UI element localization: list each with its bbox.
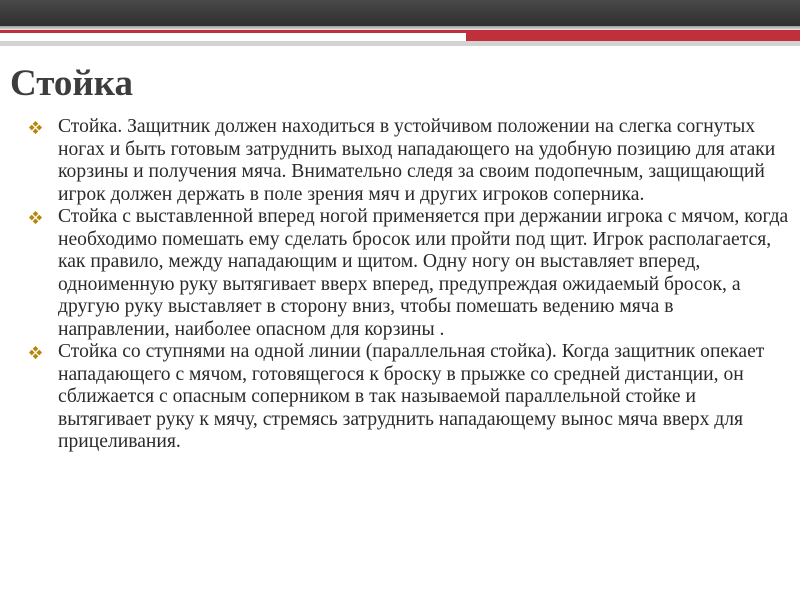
bullet-list: [28, 116, 790, 454]
header-gray-stripe: [0, 41, 800, 46]
bullet-text: Стойка с выставленной вперед ногой применяется при держании игрока с мячом, когда необходимо помешать ему сделать бросок или пройти под щит. Игрок располагается, как правило, между нападающим и щитом. Одну ногу он выставляет вперед, одноименную руку вытягивает вверх вперед, предупреждая ожидаемый бросок, а другую руку выставляет в сторону вниз, чтобы помешать ведению мяча в направлении, наиболее опасном для корзины .: [58, 206, 789, 340]
diamond-quad-icon: [28, 210, 43, 225]
header-dark-bar: [0, 0, 800, 26]
bullet-text: Стойка со ступнями на одной линии (параллельная стойка). Когда защитник опекает нападающего с мячом, готовящегося к броску в прыжке со средней дистанции, он сближается с опасным соперником в так называемой параллельной стойке и вытягивает руку к мячу, стремясь затруднить нападающему вынос мяча вверх для прицеливания.: [58, 341, 765, 452]
bullet-text: Стойка. Защитник должен находиться в устойчивом положении на слегка согнутых ногах и быть готовым затруднить выход нападающего на удобную позицию для атаки корзины и получения мяча. Внимательно следя за своим подопечным, защищающий игрок должен держать в поле зрения мяч и других игроков соперника.: [58, 116, 776, 205]
slide-title: Стойка: [10, 63, 133, 104]
bullet-item-1: [28, 116, 790, 206]
bullet-item-3: [28, 341, 790, 454]
bullet-item-2: [28, 206, 790, 341]
diamond-quad-icon: [28, 345, 43, 360]
diamond-quad-icon: [28, 120, 43, 135]
header-red-tab: [466, 33, 800, 41]
